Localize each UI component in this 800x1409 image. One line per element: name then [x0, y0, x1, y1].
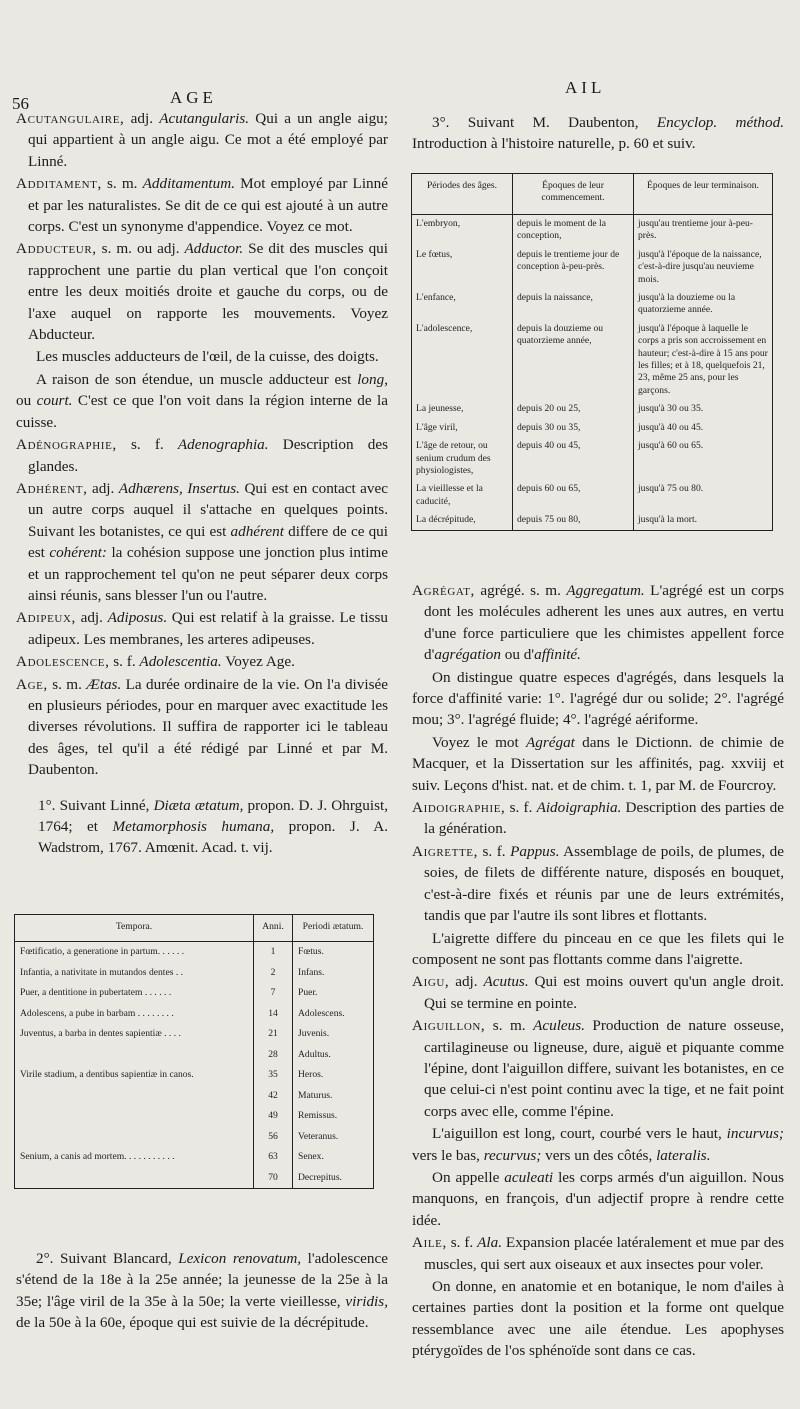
debut-cell: depuis le moment de la conception, — [513, 215, 634, 246]
entry-latin: Adolescentia. — [139, 653, 222, 671]
text: vers le bas, — [412, 1146, 484, 1164]
tempora-cell: Virile stadium, a dentibus sapientiæ in canos. — [15, 1065, 254, 1086]
periodi-cell: Fœtus. — [298, 946, 324, 958]
table-header-row — [15, 915, 374, 942]
text: 2°. Suivant Blancard, — [36, 1250, 179, 1267]
table-row — [412, 400, 773, 418]
periodi-cell: Decrepitus. — [298, 1171, 342, 1183]
periode-cell: Le fœtus, — [412, 246, 513, 289]
entry-text: Production de nature osseuse, cartilagineuse ou ligneuse, dure, aiguë et piquante comme l'épine, dont l'aiguillon differe, suivant les botanistes, en ce que celui-ci n'est point continu avec la tige, et ne fait point corps avec elle, comme l'épine. — [424, 1017, 784, 1120]
column-header: Époques de leur commencement. — [513, 174, 634, 215]
fin-cell: jusqu'à l'époque à laquelle le corps a pris son accroissement en hauteur; c'est-à-dire à 15 ans pour les filles; et à 18, quelquefois 21, 23, même 25 ans, pour les garçons. — [638, 322, 768, 396]
entry-aigrette — [412, 841, 784, 927]
text: A raison de son étendue, un muscle adducteur est — [36, 370, 358, 388]
periodi-cell: Juvenis. — [298, 1028, 330, 1040]
table-header-row — [412, 174, 773, 215]
italic-text: cohérent: — [49, 544, 107, 562]
entry-text: s. m. — [485, 1017, 534, 1035]
table-row — [15, 1024, 374, 1045]
text: l'adolescence s'étend de la 18e à la 25e année; la jeunesse de la 25e à la 35e; l'âge viril de la 35e à la 50e; la verte vieillesse, — [16, 1250, 388, 1310]
entry-adherent — [16, 478, 388, 606]
periode-cell: L'âge de retour, ou senium crudum des physiologistes, — [412, 437, 513, 480]
table-row — [15, 963, 374, 984]
entry-text: Se dit des muscles qui rapprochent une partie du plan vertical que l'on conçoit entre les deux moitiés droite et gauche du corps, ou de l'axe auquel on rapporte les mouvements. Voyez Abducteur. — [28, 240, 388, 344]
periodi-cell: Maturus. — [298, 1089, 333, 1101]
entry-aidoigraphie — [412, 797, 784, 840]
daubenton-source — [412, 112, 784, 155]
table-row — [15, 1086, 374, 1107]
text: dans le Dictionn. de chimie de Macquer, et la Dissertation sur les affinités, pag. xxviij et suiv. Leçons d'hist. nat. et de chim. t. 1, par M. de Fourcroy. — [412, 733, 784, 794]
entry-head: Aidoigraphie, — [412, 799, 506, 817]
entry-text: Description des parties de la génération. — [424, 799, 785, 838]
entry-head: Adducteur, — [16, 240, 97, 258]
entry-text: la cohésion suppose une jonction plus intime et un rapprochement tel qu'on ne peut séparer deux corps ainsi réunis, sans blesser l'un ou l'autre. — [28, 544, 388, 604]
table-row — [412, 511, 773, 530]
anni-cell: 21 — [254, 1024, 293, 1045]
table-row — [412, 320, 773, 400]
entry-text: adj. — [87, 479, 119, 497]
italic-text: incurvus; — [726, 1125, 784, 1143]
fin-cell: jusqu'à 75 ou 80. — [638, 483, 704, 495]
periode-cell: L'adolescence, — [412, 320, 513, 400]
entry-latin: Acutangularis. — [159, 110, 250, 127]
entry-text: ou d' — [501, 646, 535, 664]
anni-cell: 28 — [254, 1045, 293, 1066]
left-column — [16, 108, 388, 859]
aigrette-paragraph-2: L'aigrette differe du pinceau en ce que les filets qui le composent ne sont pas flottants comme dans l'aigrette. — [412, 929, 784, 968]
linne-age-table — [14, 914, 374, 1189]
italic-text: agrégation — [434, 646, 501, 664]
entry-text: adj. — [449, 973, 484, 991]
entry-text: s. m. — [47, 675, 87, 693]
entry-text: Description des glandes. — [28, 436, 388, 475]
entry-age — [16, 674, 388, 781]
entry-text: s. f. — [116, 436, 178, 454]
entry-text: Mot employé par Linné et par les naturalistes. Se dit de ce qui est ajouté à un autre corps. C'est un synonyme d'appendice. Voyez ce mot. — [28, 175, 388, 236]
fin-cell: jusqu'à la douzieme ou la quatorzieme année. — [638, 292, 736, 316]
blancard-text — [16, 1248, 388, 1334]
blancard-paragraph — [16, 1248, 388, 1334]
table-row — [15, 1065, 374, 1086]
tempora-cell: Infantia, a nativitate in mutandos dentes . . — [15, 963, 254, 984]
entry-text: differe de ce qui est — [28, 522, 388, 562]
entry-head: Acutangulaire, — [16, 110, 125, 127]
entry-head: Aigu, — [412, 973, 450, 991]
periodi-cell: Adolescens. — [298, 1007, 345, 1019]
agregat-paragraph-2: On distingue quatre especes d'agrégés, dans lesquels la force d'affinité varie: 1°. l'agrégé dur ou solide; 2°. l'agrégé mou; 3°. l'agrégé fluide; 4°. l'agrégé aériforme. — [412, 668, 784, 729]
agregat-paragraph-3 — [412, 732, 784, 796]
table-row — [15, 1168, 374, 1189]
table-row — [412, 246, 773, 289]
periode-cell: La décrépitude, — [412, 511, 513, 530]
tempora-cell — [15, 1168, 254, 1189]
table-row — [15, 1106, 374, 1127]
entry-head: Additament, — [16, 175, 102, 193]
text: propon. D. J. Ohrguist, 1764; et — [38, 796, 388, 835]
entry-acutangulaire — [16, 108, 388, 172]
entry-latin: Adductor. — [184, 240, 244, 258]
fin-cell: jusqu'à l'époque de la naissance, c'est-à-dire jusqu'au neuvieme mois. — [638, 248, 762, 285]
table-row — [15, 1127, 374, 1148]
fin-cell: jusqu'à 60 ou 65. — [638, 440, 704, 452]
debut-cell: depuis 60 ou 65, — [513, 480, 634, 511]
entry-latin: Adenographia. — [177, 436, 269, 454]
entry-text: s. m. ou adj. — [96, 240, 185, 258]
italic-text: Metamorphosis humana, — [112, 818, 275, 835]
entry-latin: Pappus. — [510, 842, 560, 860]
fin-cell: jusqu'à 30 ou 35. — [638, 403, 704, 415]
entry-aiguillon — [412, 1015, 784, 1122]
entry-text: s. f. — [109, 653, 140, 671]
entry-latin: Aggregatum. — [566, 582, 645, 599]
anni-cell: 14 — [254, 1004, 293, 1025]
table-row — [15, 1004, 374, 1025]
anni-cell: 56 — [254, 1127, 293, 1148]
entry-text: adj. — [75, 609, 108, 627]
entry-head: Age, — [16, 675, 48, 693]
entry-text: Qui est en contact avec un autre corps auquel il s'attache en quelques points. Suivant les botanistes, ce qui est — [28, 479, 388, 540]
entry-head: Adénographie, — [16, 436, 117, 454]
table-row — [15, 1045, 374, 1066]
entry-text: s. f. — [446, 1234, 478, 1252]
entry-latin: Additamentum. — [142, 175, 235, 193]
entry-latin: Aidoigraphia. — [536, 799, 622, 817]
table-row — [412, 419, 773, 437]
periodi-cell: Heros. — [298, 1069, 324, 1081]
entry-text: Qui est moins ouvert qu'un angle droit. Qui se termine en pointe. — [424, 973, 784, 1012]
table-row — [15, 1147, 374, 1168]
fin-cell: jusqu'à 40 ou 45. — [638, 421, 704, 433]
anni-cell: 63 — [254, 1147, 293, 1168]
periode-cell: La vieillesse et la caducité, — [412, 480, 513, 511]
debut-cell: depuis 40 ou 45, — [513, 437, 634, 480]
table-body — [15, 942, 374, 1189]
table-row — [412, 480, 773, 511]
running-head-left: AGE — [170, 88, 217, 107]
entry-aile — [412, 1232, 784, 1275]
table-body — [412, 215, 773, 531]
right-column — [412, 580, 784, 1363]
entry-latin: Acutus. — [483, 973, 529, 991]
entry-latin: Aculeus. — [533, 1017, 585, 1035]
table-row — [15, 983, 374, 1004]
entry-head: Adhérent, — [16, 479, 88, 497]
entry-text: Qui est relatif à la graisse. Le tissu adipeux. Les membranes, les arteres adipeuses. — [28, 609, 389, 648]
entry-text: Qui a un angle aigu; qui appartient à un angle aigu. Ce mot a été employé par Linné. — [28, 110, 388, 170]
periode-cell: L'embryon, — [412, 215, 513, 246]
periode-cell: L'âge viril, — [412, 419, 513, 437]
entry-text: La durée ordinaire de la vie. On l'a divisée en plusieurs périodes, pour en marquer avec exactitude les diverses révolutions. Il suffira de rapporter ici le tableau des âges, tel qu'il a été rédigé par Linné et par M. Daubenton. — [28, 675, 388, 779]
tempora-cell — [15, 1127, 254, 1148]
italic-text: adhérent — [230, 522, 284, 540]
entry-head: Adipeux, — [16, 609, 76, 627]
periodi-cell: Remissus. — [298, 1110, 338, 1122]
tempora-cell: Adolescens, a pube in barbam . . . . . . . . — [15, 1004, 254, 1025]
text: 3°. Suivant M. Daubenton, — [432, 114, 657, 131]
text: Voyez le mot — [432, 733, 526, 751]
tempora-cell: Puer, a dentitione in pubertatem . . . . . . — [15, 983, 254, 1004]
column-header: Périodes des âges. — [412, 174, 513, 215]
italic-text: Diæta ætatum, — [153, 796, 244, 814]
italic-text: viridis, — [345, 1292, 388, 1310]
text: 1°. Suivant Linné, — [38, 796, 154, 814]
italic-text: affinité. — [534, 646, 581, 664]
tempora-cell — [15, 1086, 254, 1107]
aiguillon-paragraph-3 — [412, 1167, 784, 1231]
debut-cell: depuis 20 ou 25, — [513, 400, 634, 418]
entry-text: s. f. — [478, 842, 511, 860]
periodi-cell: Puer. — [298, 987, 318, 999]
entry-adolescence — [16, 651, 388, 672]
table-row — [412, 437, 773, 480]
anni-cell: 70 — [254, 1168, 293, 1189]
column-header: Anni. — [254, 915, 293, 942]
entry-text: s. f. — [505, 799, 537, 817]
column-header: Époques de leur terminaison. — [634, 174, 773, 215]
entry-aigu — [412, 971, 784, 1014]
text: C'est ce que l'on voit dans la région interne de la cuisse. — [16, 392, 389, 431]
entry-text: Assemblage de poils, de plumes, de soies, de filets de différente nature, disposés en bouquet, c'est-à-dire fixés et réunis par une de leurs extrémités, tandis que par l'autre ils sont libres et flottants. — [424, 842, 784, 925]
debut-cell: depuis 30 ou 35, — [513, 419, 634, 437]
fin-cell: jusqu'au trentieme jour à-peu-près. — [638, 218, 753, 242]
column-header: Tempora. — [15, 915, 254, 942]
aiguillon-paragraph-2 — [412, 1123, 784, 1166]
adducteur-paragraph-2: Les muscles adducteurs de l'œil, de la cuisse, des doigts. — [36, 348, 379, 366]
text: Introduction à l'histoire naturelle, p. 60 et suiv. — [412, 135, 696, 153]
text: les corps armés d'un aiguillon. Nous manquons, en françois, d'un adjectif propre à rendre cette idée. — [412, 1168, 784, 1229]
entry-text: s. m. — [101, 175, 143, 193]
text: L'aiguillon est long, court, courbé vers le haut, — [432, 1125, 727, 1143]
text: ou — [16, 392, 37, 410]
daubenton-age-table — [411, 173, 773, 531]
entry-head: Aiguillon, — [412, 1017, 486, 1035]
debut-cell: depuis la naissance, — [513, 289, 634, 320]
periodi-cell: Veteranus. — [298, 1130, 339, 1142]
italic-text: Encyclop. méthod. — [656, 114, 784, 131]
italic-text: court. — [36, 392, 73, 410]
text: On appelle — [432, 1168, 505, 1186]
daubenton-intro — [412, 112, 784, 155]
anni-cell: 2 — [254, 963, 293, 984]
entry-latin: Adhærens, Insertus. — [118, 479, 240, 497]
column-header: Periodi ætatum. — [293, 915, 374, 942]
periode-cell: L'enfance, — [412, 289, 513, 320]
anni-cell: 7 — [254, 983, 293, 1004]
entry-head: Adolescence, — [16, 653, 110, 671]
italic-text: Lexicon renovatum, — [178, 1250, 302, 1267]
anni-cell: 35 — [254, 1065, 293, 1086]
anni-cell: 1 — [254, 942, 293, 963]
anni-cell: 42 — [254, 1086, 293, 1107]
debut-cell: depuis la douzieme ou quatorzieme année, — [513, 320, 634, 400]
fin-cell: jusqu'à la mort. — [638, 514, 698, 526]
italic-text: lateralis. — [656, 1146, 711, 1164]
linne-source — [16, 795, 388, 859]
table-row — [412, 215, 773, 246]
table-row — [15, 942, 374, 963]
periodi-cell: Adultus. — [298, 1048, 331, 1060]
entry-agregat — [412, 580, 784, 666]
entry-text: Voyez Age. — [221, 653, 295, 671]
entry-text: Expansion placée latéralement et mue par des muscles, qui sert aux oiseaux et aux insectes pour voler. — [424, 1234, 785, 1273]
periode-cell: La jeunesse, — [412, 400, 513, 418]
debut-cell: depuis 75 ou 80, — [513, 511, 634, 530]
entry-adenographie — [16, 434, 388, 477]
periodi-cell: Senex. — [298, 1151, 324, 1163]
tempora-cell — [15, 1045, 254, 1066]
italic-text: aculeati — [504, 1168, 554, 1186]
italic-text: recurvus; — [483, 1146, 542, 1164]
italic-text: long, — [357, 370, 388, 388]
page-number: 56 — [12, 94, 29, 113]
entry-text: L'agrégé est un corps dont les molécules adherent les unes aux autres, en vertu d'une force particuliere que les chimistes appellent force d' — [424, 582, 784, 664]
entry-latin: Ætas. — [86, 675, 122, 693]
entry-adipeux — [16, 607, 388, 650]
text: de la 50e à la 60e, époque qui est suivie de la décrépitude. — [16, 1314, 369, 1332]
tempora-cell: Senium, a canis ad mortem. . . . . . . . . . . — [15, 1147, 254, 1168]
entry-head: Aile, — [412, 1234, 447, 1252]
anni-cell: 49 — [254, 1106, 293, 1127]
tempora-cell — [15, 1106, 254, 1127]
tempora-cell: Juventus, a barba in dentes sapientiæ . . . . — [15, 1024, 254, 1045]
entry-additament — [16, 173, 388, 237]
text: propon. J. A. Wadstrom, 1767. Amœnit. Acad. t. vij. — [38, 818, 388, 857]
entry-text: agrégé. s. m. — [474, 582, 567, 599]
entry-text: adj. — [124, 110, 160, 127]
entry-head: Agrégat, — [412, 582, 475, 599]
italic-text: Agrégat — [525, 733, 575, 751]
running-head-right: AIL — [565, 78, 606, 97]
periodi-cell: Infans. — [298, 966, 325, 978]
tempora-cell: Fœtificatio, a generatione in partum. . . . . . — [15, 942, 254, 963]
entry-adducteur — [16, 238, 388, 345]
entry-latin: Ala. — [477, 1234, 503, 1252]
entry-latin: Adiposus. — [107, 609, 168, 627]
table-row — [412, 289, 773, 320]
entry-head: Aigrette, — [412, 842, 478, 860]
aile-paragraph-2: On donne, en anatomie et en botanique, le nom d'ailes à certaines parties dont la position et la forme ont quelque ressemblance avec une aile étendue. Les apophyses ptérygoïdes de l'os sphénoïde sont dans ce cas. — [412, 1278, 784, 1360]
text: vers un des côtés, — [541, 1146, 657, 1164]
adducteur-paragraph-3 — [16, 369, 388, 433]
debut-cell: depuis le trentieme jour de conception à-peu-près. — [513, 246, 634, 289]
